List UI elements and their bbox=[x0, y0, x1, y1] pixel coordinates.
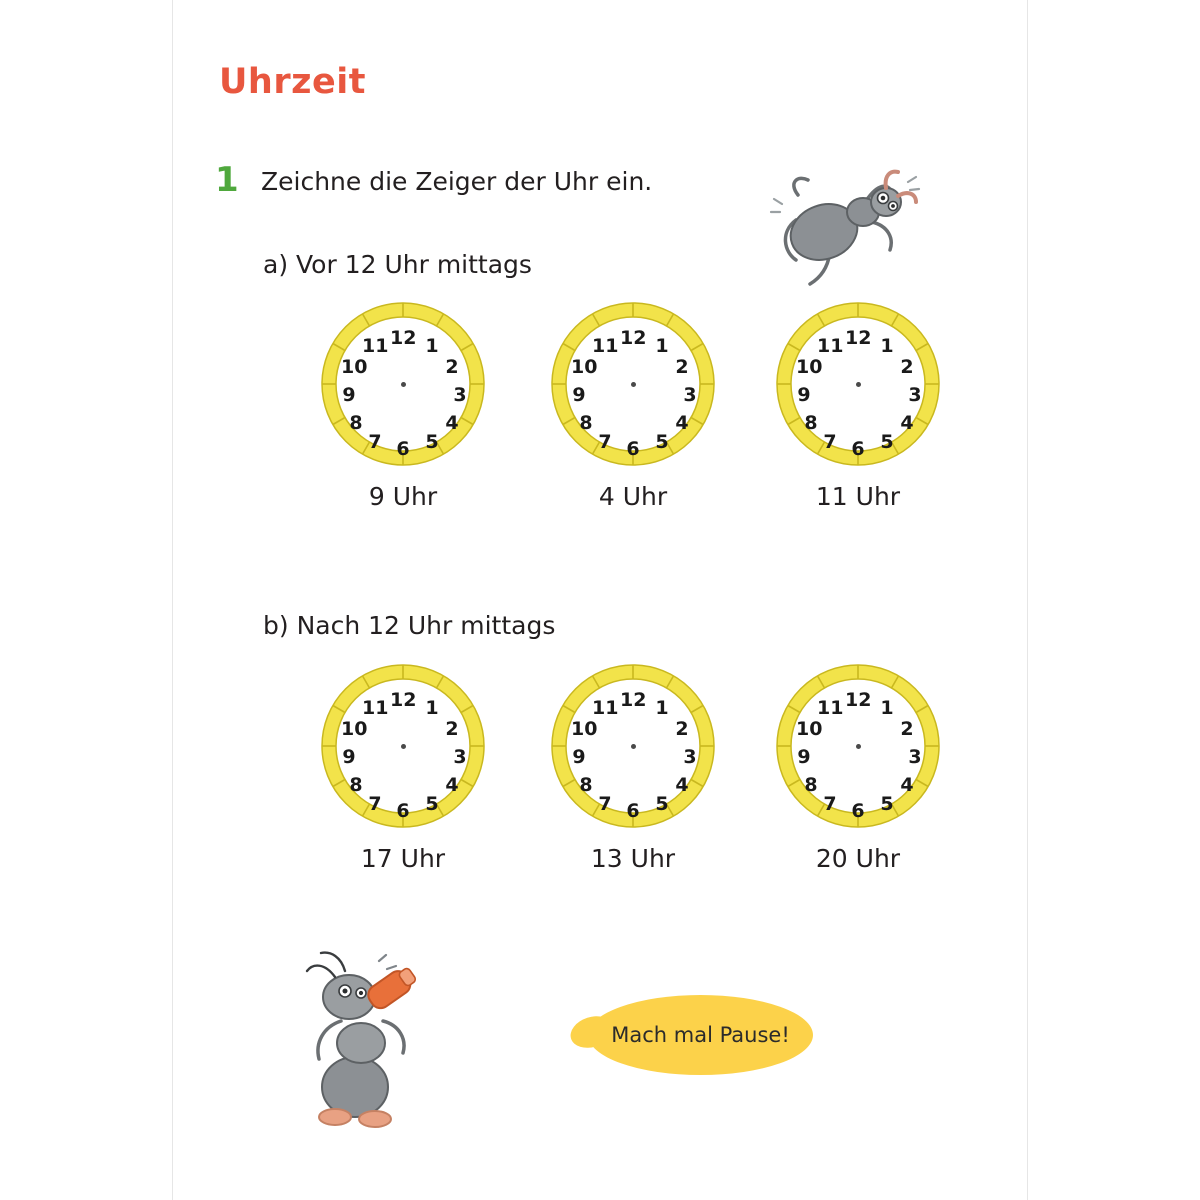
clock-number-2: 2 bbox=[900, 356, 914, 378]
clock-face bbox=[319, 662, 487, 830]
clock-number-3: 3 bbox=[908, 384, 922, 406]
clock-number-1: 1 bbox=[425, 335, 439, 357]
clock-face bbox=[549, 662, 717, 830]
clock-number-5: 5 bbox=[880, 431, 894, 453]
task-number: 1 bbox=[215, 160, 239, 200]
clock-number-2: 2 bbox=[445, 718, 459, 740]
clock-number-8: 8 bbox=[804, 412, 818, 434]
clock-center-dot bbox=[856, 382, 861, 387]
clock-number-2: 2 bbox=[675, 718, 689, 740]
clock-number-5: 5 bbox=[655, 431, 669, 453]
clock-number-4: 4 bbox=[675, 412, 689, 434]
clock-number-1: 1 bbox=[655, 697, 669, 719]
clock-number-6: 6 bbox=[626, 438, 640, 460]
clock-caption: 20 Uhr bbox=[815, 844, 901, 873]
clock-number-5: 5 bbox=[425, 431, 439, 453]
clock-number-9: 9 bbox=[797, 384, 811, 406]
clock-number-10: 10 bbox=[341, 356, 368, 378]
clock-center-dot bbox=[631, 744, 636, 749]
clock-a1 bbox=[313, 300, 493, 511]
clock-number-9: 9 bbox=[797, 746, 811, 768]
clock-number-11: 11 bbox=[817, 697, 844, 719]
clock-number-9: 9 bbox=[572, 746, 586, 768]
clock-center-dot bbox=[856, 744, 861, 749]
clock-number-1: 1 bbox=[425, 697, 439, 719]
clock-number-7: 7 bbox=[368, 793, 382, 815]
clock-number-2: 2 bbox=[900, 718, 914, 740]
clock-number-6: 6 bbox=[396, 800, 410, 822]
clock-face bbox=[549, 300, 717, 468]
clock-number-12: 12 bbox=[620, 689, 647, 711]
clock-number-5: 5 bbox=[880, 793, 894, 815]
clock-number-11: 11 bbox=[362, 697, 389, 719]
clock-number-3: 3 bbox=[683, 746, 697, 768]
clock-number-5: 5 bbox=[425, 793, 439, 815]
clock-number-2: 2 bbox=[675, 356, 689, 378]
clock-number-7: 7 bbox=[598, 431, 612, 453]
clock-number-12: 12 bbox=[390, 327, 417, 349]
clock-number-9: 9 bbox=[342, 384, 356, 406]
clock-number-4: 4 bbox=[900, 412, 914, 434]
clock-number-12: 12 bbox=[845, 689, 872, 711]
clock-face bbox=[774, 662, 942, 830]
clock-a3 bbox=[768, 300, 948, 511]
clock-number-1: 1 bbox=[655, 335, 669, 357]
clock-number-10: 10 bbox=[796, 356, 823, 378]
clock-b1 bbox=[313, 662, 493, 873]
clock-center-dot bbox=[631, 382, 636, 387]
clock-number-7: 7 bbox=[598, 793, 612, 815]
clock-b3 bbox=[768, 662, 948, 873]
clock-caption: 13 Uhr bbox=[590, 844, 676, 873]
clock-number-9: 9 bbox=[342, 746, 356, 768]
clock-number-10: 10 bbox=[571, 718, 598, 740]
clock-face bbox=[319, 300, 487, 468]
clock-b2 bbox=[543, 662, 723, 873]
clock-number-3: 3 bbox=[453, 384, 467, 406]
clock-number-3: 3 bbox=[683, 384, 697, 406]
clock-number-6: 6 bbox=[396, 438, 410, 460]
clock-number-6: 6 bbox=[626, 800, 640, 822]
clock-number-8: 8 bbox=[349, 774, 363, 796]
clock-number-5: 5 bbox=[655, 793, 669, 815]
speech-bubble bbox=[588, 995, 813, 1075]
clock-caption: 11 Uhr bbox=[815, 482, 901, 511]
ant-illustration-top bbox=[768, 160, 948, 320]
clock-number-4: 4 bbox=[445, 412, 459, 434]
clock-number-4: 4 bbox=[900, 774, 914, 796]
task-instruction: Zeichne die Zeiger der Uhr ein. bbox=[261, 167, 653, 196]
clock-caption: 9 Uhr bbox=[368, 482, 438, 511]
clock-number-11: 11 bbox=[817, 335, 844, 357]
worksheet-page bbox=[172, 0, 1028, 1200]
clock-number-1: 1 bbox=[880, 697, 894, 719]
clock-number-2: 2 bbox=[445, 356, 459, 378]
section-label-b: b) Nach 12 Uhr mittags bbox=[263, 611, 556, 640]
clock-number-11: 11 bbox=[592, 335, 619, 357]
clock-number-8: 8 bbox=[579, 774, 593, 796]
section-label-a: a) Vor 12 Uhr mittags bbox=[263, 250, 532, 279]
clock-caption: 17 Uhr bbox=[360, 844, 446, 873]
speech-bubble-text: Mach mal Pause! bbox=[611, 1023, 790, 1047]
clock-number-12: 12 bbox=[845, 327, 872, 349]
clock-number-12: 12 bbox=[390, 689, 417, 711]
clock-number-11: 11 bbox=[362, 335, 389, 357]
clock-number-3: 3 bbox=[453, 746, 467, 768]
clock-number-6: 6 bbox=[851, 438, 865, 460]
clock-number-3: 3 bbox=[908, 746, 922, 768]
page-title: Uhrzeit bbox=[219, 62, 366, 102]
clock-number-8: 8 bbox=[349, 412, 363, 434]
clock-number-7: 7 bbox=[823, 793, 837, 815]
clock-face bbox=[774, 300, 942, 468]
clock-number-11: 11 bbox=[592, 697, 619, 719]
clock-number-12: 12 bbox=[620, 327, 647, 349]
clock-number-4: 4 bbox=[445, 774, 459, 796]
clock-number-10: 10 bbox=[341, 718, 368, 740]
clock-center-dot bbox=[401, 382, 406, 387]
clock-number-7: 7 bbox=[823, 431, 837, 453]
clock-number-1: 1 bbox=[880, 335, 894, 357]
clock-number-6: 6 bbox=[851, 800, 865, 822]
clock-number-7: 7 bbox=[368, 431, 382, 453]
clock-caption: 4 Uhr bbox=[598, 482, 668, 511]
ant-illustration-bottom bbox=[283, 935, 473, 1135]
clock-number-10: 10 bbox=[571, 356, 598, 378]
clock-a2 bbox=[543, 300, 723, 511]
clock-number-8: 8 bbox=[579, 412, 593, 434]
clock-number-8: 8 bbox=[804, 774, 818, 796]
clock-number-10: 10 bbox=[796, 718, 823, 740]
clock-number-4: 4 bbox=[675, 774, 689, 796]
clock-center-dot bbox=[401, 744, 406, 749]
clock-number-9: 9 bbox=[572, 384, 586, 406]
